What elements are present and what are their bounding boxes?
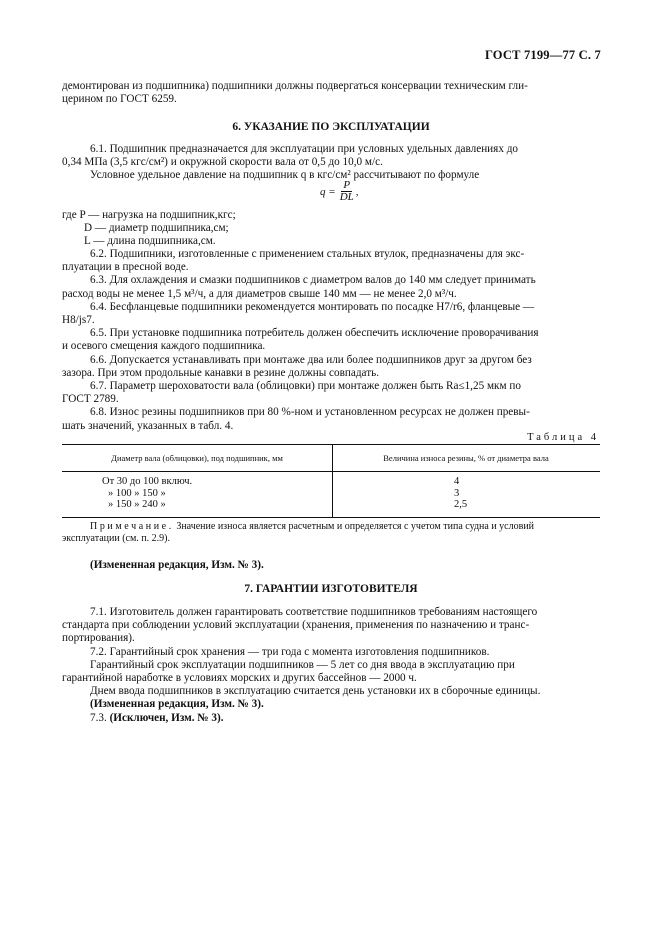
- text-line: 7.2. Гарантийный срок хранения — три года с момента изготовления подшипников.: [90, 645, 490, 658]
- text-line: ГОСТ 2789.: [62, 393, 119, 406]
- text-line: 7.1. Изготовитель должен гарантировать соответствие подшипников требованиям настоящего: [90, 606, 538, 618]
- table-cell-diameter: От 30 до 100 включ.: [102, 476, 193, 487]
- text-line: и осевого смещения каждого подшипника.: [62, 340, 266, 353]
- note-text: Значение износа является расчетным и определяется с учетом типа судна и условий: [176, 521, 535, 532]
- page-header: ГОСТ 7199—77 С. 7: [484, 48, 601, 62]
- definition-line: L — длина подшипника,см.: [84, 235, 216, 248]
- table-cell-wear: 4: [454, 476, 460, 487]
- paragraphs-6-2-to-6-8: [62, 248, 600, 433]
- text-line: Днем ввода подшипников в эксплуатацию считается день установки их в сборочные единицы.: [90, 685, 541, 698]
- edit-note-1: (Измененная редакция, Изм. № 3).: [90, 559, 264, 571]
- formula-fraction: [340, 180, 354, 203]
- definition-line: D — диаметр подшипника,см;: [84, 222, 229, 235]
- table-cell-wear: 3: [454, 487, 460, 499]
- table-header-divider: [62, 471, 600, 472]
- text-line: 6.7. Параметр шероховатости вала (облицовки) при монтаже должен быть Ra≤1,25 мкм по: [90, 380, 521, 393]
- section-6-title: 6. УКАЗАНИЕ ПО ЭКСПЛУАТАЦИИ: [232, 121, 430, 133]
- table-header-wear: Величина износа резины, % от диаметра вала: [383, 453, 549, 463]
- paragraph-7-3-text: (Исключен, Изм. № 3).: [109, 711, 224, 724]
- table-cell-wear: 2,5: [454, 499, 468, 510]
- text-line: гарантийной наработке в условиях морских и других бассейнов — 2000 ч.: [62, 672, 417, 685]
- formula-numerator: P: [343, 179, 351, 191]
- text-line: 6.3. Для охлаждения и смазки подшипников с диаметром валов до 140 мм следует принимать: [90, 274, 536, 287]
- intro-line: церином по ГОСТ 6259.: [62, 93, 177, 106]
- section-7-title: 7. ГАРАНТИИ ИЗГОТОВИТЕЛЯ: [244, 583, 418, 595]
- intro-line: демонтирован из подшипника) подшипники должны подвергаться консервации техническим гли-: [62, 80, 528, 92]
- paragraph-6-1: [62, 143, 600, 183]
- text-line: портирования).: [62, 632, 135, 645]
- section-7-body: [62, 606, 600, 725]
- formula-denominator: DL: [339, 191, 354, 203]
- text-line: расход воды не менее 1,5 м³/ч, а для диаметров свыше 140 мм — не менее 2,0 м³/ч.: [62, 287, 457, 300]
- text-line: Условное удельное давление на подшипник q в кгс/см² рассчитывают по формуле: [90, 169, 480, 182]
- table-4: [62, 444, 600, 518]
- text-line: плуатации в пресной воде.: [62, 261, 189, 274]
- definition-line: где P — нагрузка на подшипник,кгс;: [62, 209, 236, 221]
- formula: [320, 180, 359, 203]
- text-line: шать значений, указанных в табл. 4.: [62, 419, 234, 432]
- text-line: зазора. При этом продольные канавки в резине должны совпадать.: [62, 366, 380, 379]
- text-line: 6.2. Подшипники, изготовленные с применением стальных втулок, предназначены для экс-: [90, 248, 525, 260]
- table-cell-diameter: » 150 » 240 »: [108, 499, 166, 510]
- text-line: H8/js7.: [62, 314, 95, 327]
- formula-definitions: [62, 209, 236, 249]
- table-column-diameter: [102, 476, 192, 511]
- paragraph-7-3-number: 7.3.: [90, 711, 107, 724]
- text-line: стандарта при соблюдении условий эксплуатации (хранения, применения по назначению и транс-: [62, 619, 530, 632]
- note-text-continued: эксплуатации (см. п. 2.9).: [62, 533, 170, 544]
- table-note: [62, 521, 600, 545]
- text-line: 6.8. Износ резины подшипников при 80 %-ном и установленном ресурсах не должен превы-: [90, 406, 530, 419]
- edit-note-2: (Измененная редакция, Изм. № 3).: [90, 698, 264, 711]
- text-line: 6.1. Подшипник предназначается для эксплуатации при условных удельных давлениях до: [90, 143, 518, 155]
- table-caption: Таблица 4: [527, 432, 599, 443]
- intro-paragraph: [62, 80, 600, 106]
- note-label: Примечание.: [90, 521, 174, 532]
- table-header-diameter: Диаметр вала (облицовки), под подшипник, мм: [111, 453, 283, 463]
- text-line: 6.4. Бесфланцевые подшипники рекомендуется монтировать по посадке H7/r6, фланцевые —: [90, 300, 535, 313]
- table-cell-diameter: » 100 » 150 »: [108, 487, 166, 499]
- table-column-wear: [454, 476, 467, 511]
- formula-lhs: q =: [320, 185, 336, 198]
- text-line: Гарантийный срок эксплуатации подшипников — 5 лет со дня ввода в эксплуатацию при: [90, 658, 515, 671]
- text-line: 6.6. Допускается устанавливать при монтаже два или более подшипников друг за другом без: [90, 353, 532, 366]
- text-line: 0,34 МПа (3,5 кгс/см²) и окружной скорости вала от 0,5 до 10,0 м/с.: [62, 156, 383, 169]
- paragraph-7-3: [62, 712, 600, 725]
- text-line: 6.5. При установке подшипника потребитель должен обеспечить исключение проворачивания: [90, 327, 539, 340]
- formula-tail: ,: [355, 185, 359, 198]
